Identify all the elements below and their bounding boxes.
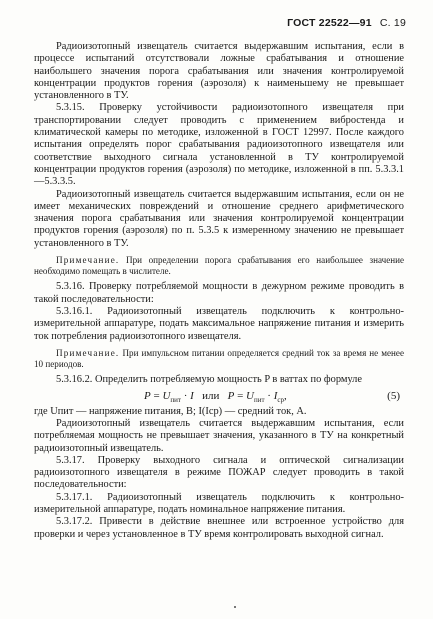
document-body [34, 41, 404, 541]
page-header [287, 17, 406, 29]
paragraph: 5.3.17.1. Радиоизотопный извещатель подключить к контрольно-измерительной аппаратуре, подать номинальное напряжение питания. [34, 491, 404, 516]
paragraph: Радиоизотопный извещатель считается выдержавшим испытания, если в процессе испытаний отсутствовали ложные срабатывания и отношение наибольшего значения порога срабатывания или значения контролируемой концентрации продуктов горения (аэрозоля) к наименьшему не превышает установленного в ТУ. [34, 41, 404, 102]
paragraph: где Uпит — напряжение питания, В; I(Iср) — средний ток, А. [34, 405, 307, 417]
note-text: При определении порога срабатывания его наибольшее значение необходимо помещать в числителе. [34, 255, 405, 277]
paragraph: 5.3.15. Проверку устойчивости радиоизотопного извещателя при транспортировании следует проводить с применением вибростенда и климатической камеры по методике, изложенной в ГОСТ 12997. После каждого испытания определять порог срабатывания радиоизотопного извещателя или соответствие выходного сигнала установленной в ТУ контролируемой концентрации продуктов горения (аэрозоля) по методике, изложенной в пп. 5.3.3.1—5.3.3.5. [34, 102, 404, 188]
paragraph: 5.3.16.1. Радиоизотопный извещатель подключить к контрольно-измерительной аппаратуре, подать максимальное напряжение питания и измерить ток потребления радиоизотопного извещателя. [34, 306, 404, 342]
paragraph: Радиоизотопный извещатель считается выдержавшим испытания, если он не имеет механических повреждений и отношение среднего арифметического значения порога срабатывания или значения контролируемой концентрации продуктов горения (аэрозоля) по п. 5.3.5 к измеренному значению не превышает установленного в ТУ. [34, 188, 404, 249]
paragraph: Радиоизотопный извещатель считается выдержавшим испытания, если потребляемая мощность не превышает значения, указанного в ТУ на конкретный радиоизотопный извещатель. [34, 417, 404, 454]
standard-code: ГОСТ 22522—91 [287, 17, 372, 29]
note-text: При импульсном питании определяется средний ток за время не менее 10 периодов. [34, 347, 404, 370]
paragraph: 5.3.17.2. Привести в действие внешнее или встроенное устройство для проверки и через установленное в ТУ время контролировать выходной сигнал. [34, 516, 404, 540]
formula [34, 389, 404, 405]
formula-expression: $P = U_{пит} \cdot I$ или $P = U_{пит} \cdot I_{ср}$, [144, 389, 287, 404]
paragraph: 5.3.17. Проверку выходного сигнала и оптической сигнализации радиоизотопного извещателя в режиме ПОЖАР следует проводить в такой последовательности: [34, 454, 404, 491]
paragraph: 5.3.16.2. Определить потребляемую мощность P в ваттах по формуле [56, 374, 362, 386]
page-number: С. 19 [379, 17, 406, 29]
note [34, 255, 404, 277]
note-label: Примечание. [56, 347, 120, 358]
note-label: Примечание. [56, 255, 120, 266]
formula-number: (5) [387, 389, 400, 402]
paragraph: 5.3.16. Проверку потребляемой мощности в дежурном режиме проводить в такой последовательности: [34, 281, 404, 305]
scan-mark [234, 606, 236, 608]
note [34, 348, 404, 370]
